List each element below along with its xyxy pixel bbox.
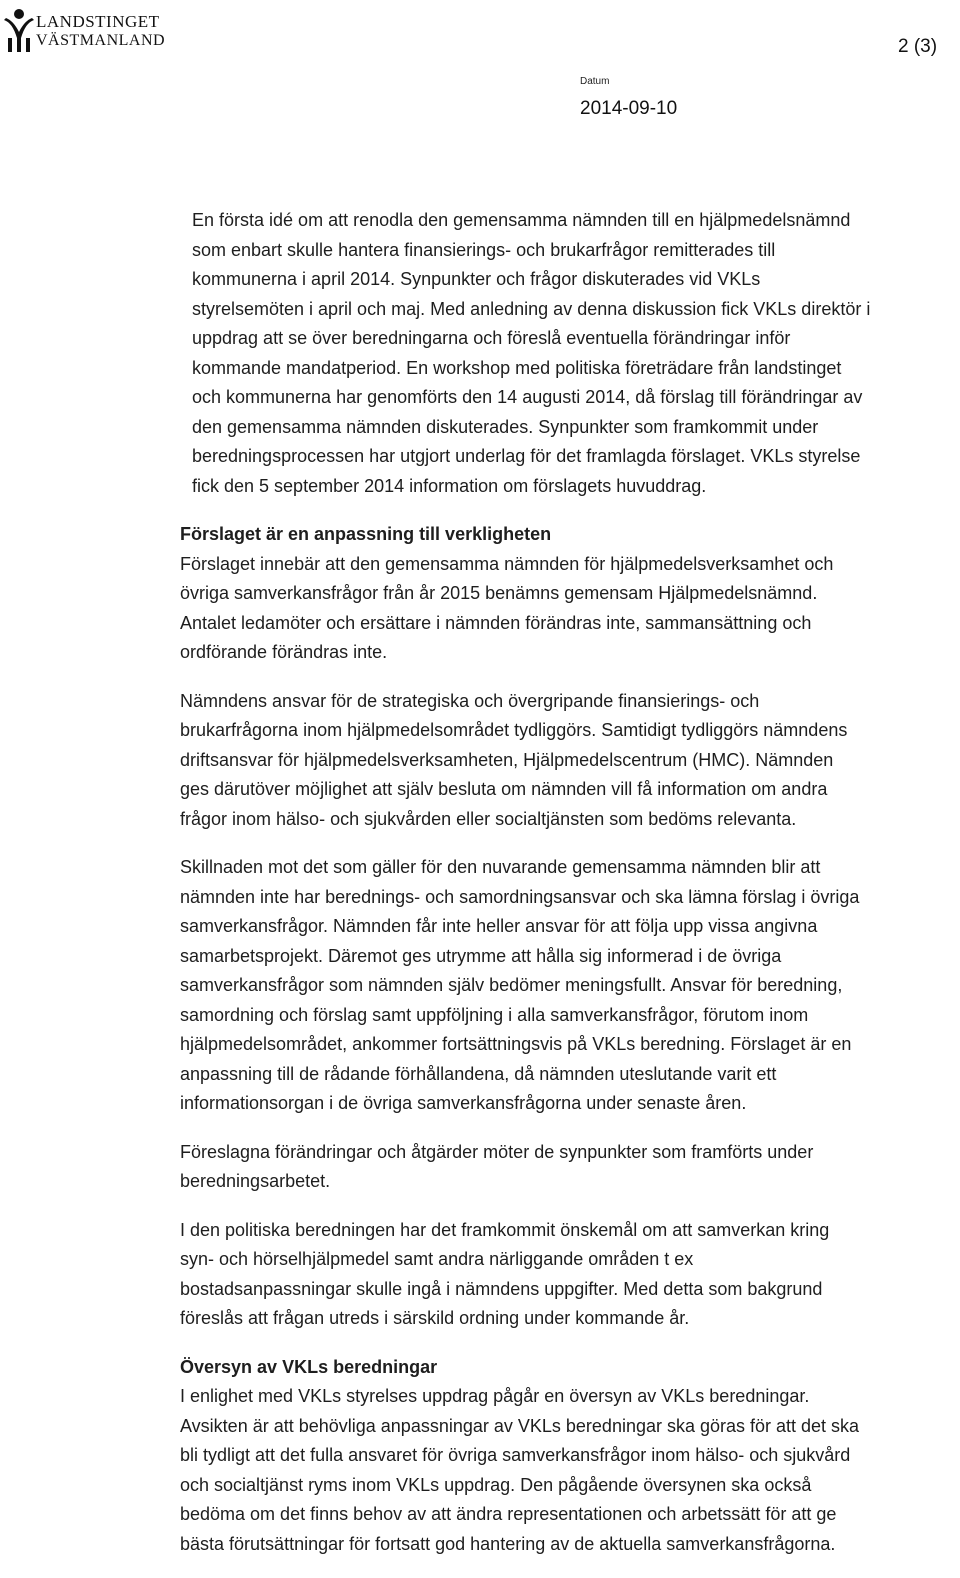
paragraph-oversyn: I enlighet med VKLs styrelses uppdrag pågår en översyn av VKLs beredningar. Avsikten är att behövliga anpassningar av VKLs beredningar ska göras för att det ska bli tydligt att det fulla ansvaret för övriga samverkansfrågor inom hälso- och sjukvård och socialtjänst ryms inom VKLs uppdrag. Den pågående översynen ska också bedöma om det finns behov av att ändra representationen och arbetssätt för att ge bästa förutsättningar för fortsatt god hantering av de aktuella samverkansfrågorna. <box>180 1386 860 1554</box>
paragraph-forslaget-innebar: Förslaget innebär att den gemensamma nämnden för hjälpmedelsverksamhet och övriga samverkansfrågor från år 2015 benämns gemensam Hjälpmedelsnämnd. Antalet ledamöter och ersättare i nämnden förändras inte, sammansättning och ordförande förändras inte. <box>180 553 834 662</box>
paragraph-politiska-beredningen: I den politiska beredningen har det framkommit önskemål om att samverkan kring syn- och hörselhjälpmedel samt andra närliggande områden t ex bostadsanpassningar skulle ingå i nämndens uppgifter. Med detta som bakgrund föreslås att frågan utreds i särskild ordning under kommande år. <box>180 1219 830 1328</box>
date-label: Datum <box>580 76 610 87</box>
date-value: 2014-09-10 <box>580 98 678 119</box>
landstinget-emblem-icon <box>2 8 36 54</box>
section-heading-forslaget: Förslaget är en anpassning till verkligheten <box>180 524 552 544</box>
paragraph-background: En första idé om att renodla den gemensamma nämnden till en hjälpmedelsnämnd som enbart skulle hantera finansierings- och brukarfrågor remitterades till kommunerna i april 2014. Synpunkter och frågor diskuterades vid VKLs styrelsemöten i april och maj. Med anledning av denna diskussion fick VKLs direktör i uppdrag att se över beredningarna och föreslå eventuella förändringar inför kommande mandatperiod. En workshop med politiska företrädare från landstinget och kommunerna har genomförts den 14 augusti 2014, då förslag till förändringar av den gemensamma nämnden diskuterades. Synpunkter som framkommit under beredningsprocessen har utgjort underlag för det framlagda förslaget. VKLs styrelse fick den 5 september 2014 information om förslagets huvuddrag. <box>192 210 871 496</box>
section-heading-oversyn: Översyn av VKLs beredningar <box>180 1356 438 1377</box>
organization-name-line2: VÄSTMANLAND <box>36 32 166 49</box>
paragraph-skillnaden: Skillnaden mot det som gäller för den nuvarande gemensamma nämnden blir att nämnden inte har berednings- och samordningsansvar och ska lämna förslag i övriga samverkansfrågor. Nämnden får inte heller ansvar för att följa upp vissa angivna samarbetsprojekt. Däremot ges utrymme att hålla sig informerad i de övriga samverkansfrågor som nämnden själv bedömer meningsfullt. Ansvar för beredning, samordning och förslag samt uppföljning i alla samverkansfrågor, förutom inom hjälpmedelsområdet, ankommer fortsättningsvis på VKLs beredning. Förslaget är en anpassning till de rådande förhållandena, då nämnden uteslutande varit ett informationsorgan i de övriga samverkansfrågorna under senaste åren. <box>180 857 860 1113</box>
organization-logo <box>2 6 202 58</box>
organization-name <box>36 12 165 50</box>
paragraph-namndens-ansvar: Nämndens ansvar för de strategiska och övergripande finansierings- och brukarfrågorna inom hjälpmedelsområdet tydliggörs. Samtidigt tydliggörs nämndens driftsansvar för hjälpmedelsverksamheten, Hjälpmedelscentrum (HMC). Nämnden ges därutöver möjlighet att själv besluta om nämnden vill få information om andra frågor inom hälso- och sjukvården eller socialtjänsten som bedöms relevanta. <box>180 690 848 829</box>
paragraph-foreslagna-forandringar: Föreslagna förändringar och åtgärder möter de synpunkter som framförts under beredningsarbetet. <box>180 1141 814 1191</box>
page-number: 2 (3) <box>898 36 938 57</box>
organization-name-line1: LANDSTINGET <box>36 12 160 31</box>
document-body <box>180 206 940 1578</box>
